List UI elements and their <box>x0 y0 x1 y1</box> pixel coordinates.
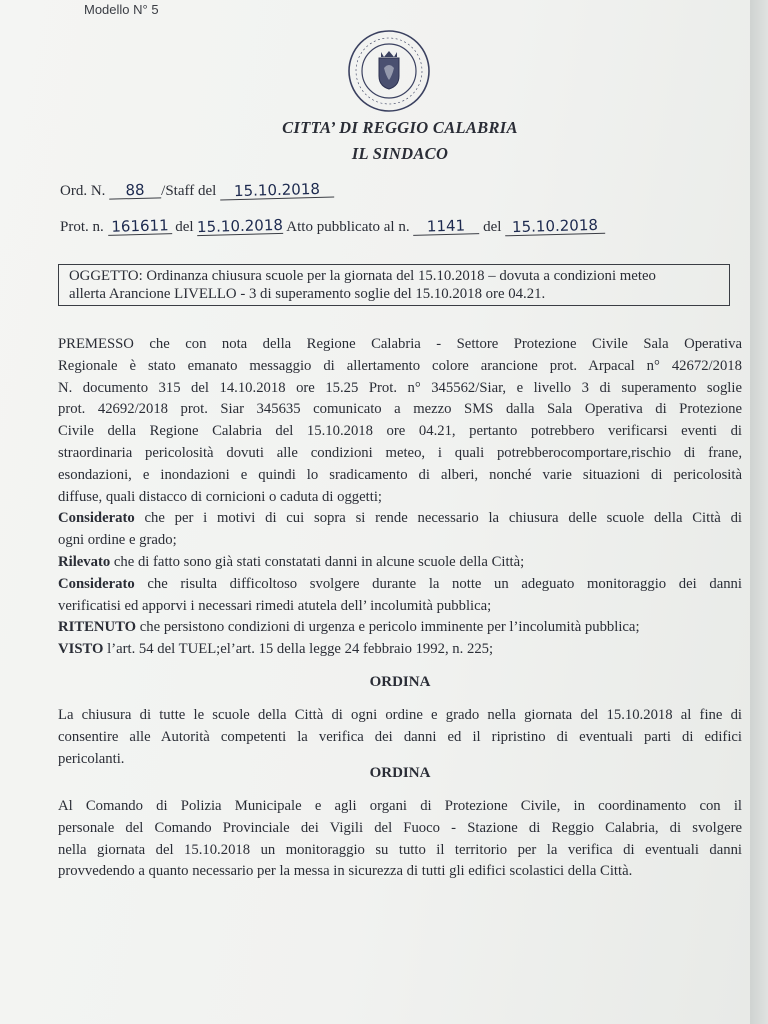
premesso-line: PREMESSO che con nota della Regione Calabria - Settore Protezione Civile Sala Operativa <box>58 336 742 352</box>
ordinance-number-line <box>60 179 334 201</box>
prot-number-handwritten: 161611 <box>107 217 171 236</box>
ordina2-line: personale del Comando Provinciale dei Vigili del Fuoco - Stazione di Reggio Calabria, di svolgere <box>58 819 742 836</box>
rilevato-keyword: Rilevato <box>58 553 111 570</box>
ord-label: Ord. N. <box>60 183 106 199</box>
staff-date-handwritten: 15.10.2018 <box>220 181 334 201</box>
ordina1-line: consentire alle Autorità competenti la verifica dei danni ed il ripristino di eventuali parti di edifici <box>58 728 742 745</box>
ordina2-line: provvedendo a quanto necessario per la messa in sicurezza di tutti gli edifici scolastici della Città. <box>58 863 633 880</box>
ordina2-line: nella giornata del 15.10.2018 un monitoraggio su tutto il territorio per la verifica di eventuali danni <box>58 841 742 858</box>
visto-keyword: VISTO <box>58 641 104 658</box>
page-edge-shadow <box>750 0 768 1024</box>
staff-label: /Staff del <box>161 183 217 199</box>
considerato2-line <box>58 574 742 596</box>
visto-line <box>58 639 742 661</box>
form-model-label: Modello N° 5 <box>84 2 159 17</box>
subject-line-1: OGGETTO: Ordinanza chiusura scuole per la giornata del 15.10.2018 – dovuta a condizioni meteo <box>69 268 656 284</box>
visto-text: l’art. 54 del TUEL;el’art. 15 della legge 24 febbraio 1992, n. 225; <box>103 641 494 658</box>
ord-number-handwritten: 88 <box>109 181 161 199</box>
atto-del-label: del <box>483 219 502 235</box>
considerato-keyword: Considerato <box>58 510 135 527</box>
prot-date-handwritten: 15.10.2018 <box>197 215 284 237</box>
city-title: CITTA’ DI REGGIO CALABRIA <box>282 118 518 137</box>
ordina-heading-2: ORDINA <box>369 765 431 781</box>
rilevato-line <box>58 552 742 574</box>
considerato2-keyword: Considerato <box>58 575 135 592</box>
premesso-line: Civile della Regione Calabria del 15.10.2018 ore 04.21, pertanto potrebbero verificarsi eventi di <box>58 423 742 440</box>
considerato-text: che per i motivi di cui sopra si rende necessario la chiusura delle scuole della Città di <box>134 510 742 527</box>
ordina1-paragraph <box>58 705 742 770</box>
considerato2-text: che risulta difficoltoso svolgere durante la notte un adeguato monitoraggio dei danni <box>134 575 742 592</box>
mayor-title: IL SINDACO <box>351 144 449 163</box>
ordina1-line: La chiusura di tutte le scuole della Città di ogni ordine e grado nella giornata del 15.10.2018 al fine di <box>58 707 742 723</box>
atto-number-handwritten: 1141 <box>413 217 479 236</box>
premesso-line: Regionale è stato emanato messaggio di allertamento colore arancione prot. Arpacal n° 42672/2018 <box>58 357 742 374</box>
ordina1-line: pericolanti. <box>58 750 125 767</box>
premesso-line: diffuse, quali distacco di cornicioni o caduta di oggetti; <box>58 488 382 505</box>
premesso-paragraph <box>58 334 742 661</box>
considerato-line <box>58 508 742 530</box>
premesso-line: prot. 42692/2018 prot. Siar 345635 comunicato a mezzo SMS dalla Sala Operativa di Protezione <box>58 401 742 418</box>
protocol-line <box>60 215 605 237</box>
prot-label: Prot. n. <box>60 219 104 235</box>
prot-del-label: del <box>175 219 194 235</box>
considerato-line-2: ogni ordine e grado; <box>58 532 177 549</box>
ordina2-line: Al Comando di Polizia Municipale e agli organi di Protezione Civile, in coordinamento con il <box>58 798 742 814</box>
subject-box <box>58 264 730 306</box>
rilevato-text: che di fatto sono già stati constatati danni in alcune scuole della Città; <box>110 553 525 570</box>
premesso-line: esondazioni, e inondazioni e quindi lo sradicamento di alberi, nonché varie situazioni di pericolosità <box>58 466 742 483</box>
municipal-seal-stamp <box>346 28 432 114</box>
premesso-line: N. documento 315 del 14.10.2018 ore 15.25 Prot. n° 345562/Siar, e livello 3 di superamento soglie <box>58 379 742 396</box>
ordina-heading-1: ORDINA <box>369 674 431 690</box>
subject-line-2: allerta Arancione LIVELLO - 3 di superamento soglie del 15.10.2018 ore 04.21. <box>69 286 546 302</box>
ritenuto-keyword: RITENUTO <box>58 619 137 636</box>
considerato2-line-2: verificatisi ed apporvi i necessari rimedi atutela dell’ incolumità pubblica; <box>58 597 492 614</box>
ritenuto-text: che persistono condizioni di urgenza e pericolo imminente per l’incolumità pubblica; <box>136 619 640 636</box>
ritenuto-line <box>58 617 742 639</box>
ordina2-paragraph <box>58 796 742 883</box>
atto-label: Atto pubblicato al n. <box>286 219 410 235</box>
atto-date-handwritten: 15.10.2018 <box>505 217 605 237</box>
premesso-line: straordinaria pericolosità dovuti alle condizioni meteo, i quali potrebberocomportare,rischio di frane, <box>58 444 742 461</box>
